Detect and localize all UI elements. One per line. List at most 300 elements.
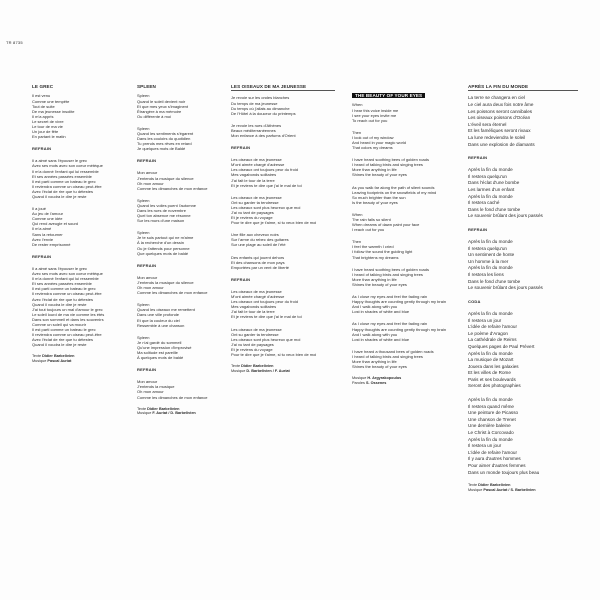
stanza [468, 167, 578, 220]
song-title: LES OISEAUX DE MA JEUNESSE [231, 84, 335, 91]
lyric-line: Il reviendra comme un oiseau peut-être [32, 291, 102, 297]
lyric-line: Comme les dimanches de mon enfance [137, 290, 208, 296]
lyric-line: I hear this voice inside me [352, 107, 399, 113]
lyric-line: Les poissons seront cannibales [468, 108, 533, 114]
lyric-line: De rester emprisonné [32, 241, 71, 247]
stanza [231, 289, 335, 320]
stanza [231, 157, 335, 188]
lyric-line: Beaux méditerranéennes [231, 127, 276, 133]
lyric-line: More than anything in life [352, 276, 397, 282]
lyric-line: La cathédrale de Reims [468, 337, 517, 343]
lyrics-column-beauty-of-your-eyes [352, 84, 456, 386]
lyric-line: I reach out for you [352, 227, 385, 233]
lyric-line: Il m'a appris [32, 113, 54, 119]
lyric-line: I feel the warmth I cried [352, 244, 394, 250]
lyric-line: The rain falls so silent [352, 217, 391, 222]
lyric-line: L'éveil sera éternel [468, 121, 507, 127]
lyric-line: When [352, 102, 363, 108]
lyric-line: Ou différente à moi [137, 113, 171, 119]
lyric-line: Oh mon amour [137, 285, 164, 291]
lyric-line: Et je reviens du voyage [231, 215, 273, 221]
lyric-line: Il restera les liens [468, 272, 504, 278]
lyric-line: Quand il voudra le dire je reste [32, 342, 87, 348]
lyric-line: Quand il voudra le dire je reste [32, 194, 87, 199]
lyric-line: I have heard soothing bees of golden roads [352, 266, 429, 272]
lyric-line: Sur une plage au soleil de l'été [231, 242, 286, 248]
lyric-line: Il est parti comme un bateau le grec [32, 327, 96, 333]
lyric-line: Il restera caché [468, 200, 500, 206]
lyric-line: Spleen [137, 125, 150, 131]
lyric-line: J'ai fait le tour de la terre [231, 309, 275, 315]
credit-role: Musique [231, 368, 246, 373]
credit-role: Musique [32, 359, 47, 364]
lyric-line: Il restera quelqu'un [468, 245, 507, 251]
lyric-line: Pour te dire que je t'aime, si tu veux bien de moi [231, 220, 317, 226]
lyric-line: Avec l'envie [32, 236, 54, 242]
lyric-line: Spleen [137, 197, 150, 203]
refrain-label: REFRAIN [137, 262, 157, 268]
lyric-line: Then [352, 129, 362, 135]
lyric-line: Et ses années passées ensemble [32, 173, 92, 179]
lyric-line: More than anything in life [352, 167, 397, 173]
lyric-line: And I walk along with you [352, 331, 398, 337]
lyric-line: I see your eyes invite me [352, 112, 397, 118]
lyrics-column-apres-la-fin-du-monde [468, 84, 578, 493]
lyric-line: Les oiseaux de ma jeunesse [231, 288, 282, 294]
stanza [352, 321, 456, 341]
stanza [231, 232, 335, 247]
stanza [468, 397, 578, 476]
song-title: APRÈS LA FIN DU MONDE [468, 84, 578, 91]
lyric-line: M'ont aimée chargé d'adresse [231, 162, 285, 168]
stanza [137, 126, 241, 151]
lyric-line: Comme une tempête [32, 98, 70, 104]
lyric-line: Comme un soleil qui va mourir [32, 321, 87, 327]
lyric-line: Et des chansons de mon pays [231, 259, 285, 265]
lyric-line: Il m'a aimé [32, 226, 52, 232]
refrain-marker [468, 299, 578, 304]
lyric-line: Après la fin du monde [468, 436, 513, 442]
lyrics-column-les-oiseaux [231, 84, 335, 374]
lyric-line: Dans une ville profonde [137, 312, 180, 318]
lyric-line: Le Christ à Corcovado [468, 430, 514, 436]
refrain-label: REFRAIN [468, 155, 488, 161]
song-credits [352, 376, 456, 386]
credit-role: Musique [468, 487, 483, 492]
lyric-line: So much brighter than the sun [352, 194, 406, 200]
lyric-line: I heard of talking birds and singing trees [352, 162, 423, 168]
lyric-line: Le secret de vivre [32, 118, 64, 124]
lyric-line: Une fille aux cheveux noirs [231, 232, 279, 238]
refrain-marker [32, 146, 136, 151]
lyric-line: Quand le soleil devient noir [137, 98, 186, 104]
lyric-line: Mes vagabonds solitaires [231, 172, 277, 178]
lyric-line: Ressemble à une chanson [137, 322, 185, 328]
lyric-line: Dans une explosion de diamants [468, 141, 535, 147]
stanza [352, 130, 456, 150]
lyric-line: Quand les sentiments s'égarent [137, 130, 194, 136]
song-credits [231, 364, 335, 374]
lyric-line: Du temps où j'allais au dimanche [231, 105, 290, 111]
lyric-line: J'ai vu tant de paysages [231, 341, 274, 347]
credit-name: H. Argyrakopoulos [367, 376, 402, 381]
lyric-line: Les oiseaux sont plus heureux que moi [231, 204, 301, 210]
lyric-line: Les oiseaux de ma jeunesse [231, 326, 282, 332]
lyric-line: Oh mon amour [137, 180, 164, 186]
stanza [231, 255, 335, 270]
refrain-marker [231, 277, 335, 282]
lyric-line: Il reviendra comme un oiseau peut-être [32, 332, 102, 338]
lyric-line: Ont su garder ta tendresse [231, 331, 279, 337]
lyric-line: Pour te dire que je t'aime, si tu veux bien de moi [231, 351, 317, 357]
lyric-line: Mon amour [137, 379, 158, 385]
credit-role: Musique [352, 376, 367, 381]
lyric-line: Mon enfance à des parfums d'Orient [231, 132, 296, 138]
credit-role: Texte [32, 354, 42, 359]
lyric-line: L'idée de refaire l'amour [468, 449, 517, 455]
lyric-line: And I walk along with you [352, 304, 398, 310]
lyric-line: Il a aimé sans l'épouser le grec [32, 265, 88, 271]
lyric-line: Après la fin du monde [468, 310, 513, 316]
lyric-line: Une peinture de Picasso [468, 410, 519, 416]
lyric-line: Et les faméliques seront rivaux [468, 128, 531, 134]
lyric-line: As I close my eyes and feel the fading rain [352, 294, 428, 300]
lyric-line: Après la fin du monde [468, 397, 513, 403]
lyric-line: Le souvenir brûlant des jours passés [468, 213, 543, 219]
lyric-line: Spleen [137, 93, 150, 99]
lyric-line: That colors my dreams [352, 145, 393, 151]
lyric-line: When dreams of dawn paint your face [352, 222, 420, 228]
refrain-label: REFRAIN [231, 145, 251, 151]
lyric-line: Quand il voudra le dire je reste [32, 301, 87, 307]
lyric-line: Le soleil lourd de ma vie comme les étés [32, 311, 105, 317]
lyric-line: Après la fin du monde [468, 265, 513, 271]
lyric-line: Et les villes de Rome [468, 370, 511, 376]
lyric-line: Une dernière baleine [468, 423, 511, 429]
lyrics-column-spleen [137, 84, 241, 416]
stanza [352, 102, 456, 122]
lyric-line: Avec l'éclat de rire que tu détestes [32, 296, 93, 302]
lyric-line: Il est venu [32, 93, 51, 99]
lyric-line: Les larmes d'un enfant [468, 187, 515, 193]
lyric-line: Spleen [137, 302, 150, 308]
stanza [352, 267, 456, 287]
lyric-line: As I close my eyes and feel the fading rain [352, 321, 428, 327]
lyric-line: Sur les murs d'une maison [137, 218, 185, 224]
lyric-line: Qu'une impression d'improvisé [137, 344, 192, 350]
lyric-line: Comme les dimanches de mon enfance [137, 185, 208, 191]
lyric-line: Il reviendra comme un oiseau peut-être [32, 183, 102, 189]
credit-name: D. Barbelivien / F. Auriat [246, 368, 290, 373]
refrain-marker [468, 155, 578, 160]
lyric-line: Il restera un jour [468, 317, 502, 323]
credit-row [468, 488, 578, 493]
lyric-line: Après la fin du monde [468, 350, 513, 356]
lyric-line: Après la fin du monde [468, 193, 513, 199]
lyric-line: Lost in shades of white and blue [352, 336, 410, 342]
lyric-line: Happy thoughts are counting gently through my brain [352, 326, 447, 332]
lyric-line: Des enfants qui jouent dehors [231, 254, 285, 260]
lyric-line: Il a aimé sans l'épouser le grec [32, 158, 88, 164]
stanza [137, 379, 241, 399]
lyric-line: I look out of my window [352, 134, 394, 140]
lyric-line: Du temps de ma jeunesse [231, 100, 278, 106]
credit-name: Pascal Auriat / S. Barbelivien [483, 487, 536, 492]
credit-row [32, 359, 136, 364]
refrain-label: CODA [468, 298, 481, 304]
refrain-label: REFRAIN [32, 253, 52, 259]
lyric-line: À quelques mots de baldé [137, 355, 184, 361]
song-title: LE GREC [32, 84, 54, 89]
lyric-line: Dans l'éclat d'une bombe [468, 180, 520, 186]
lyric-line: Dans les couloirs du quotidien [137, 136, 191, 142]
lyric-line: Il y aura d'autres hommes [468, 456, 521, 462]
lyric-line: La lune redeviendra le soleil [468, 134, 526, 140]
refrain-marker [468, 227, 578, 232]
lyric-line: And heard in your magic world [352, 139, 407, 145]
lyric-line: Les oiseaux ont toujours peur du froid [231, 167, 298, 173]
stanza [352, 239, 456, 259]
lyric-line: Il m'a donné l'enfant qui lui ressemble [32, 276, 99, 282]
lyric-line: Étrangère à ma mémoire [137, 108, 182, 114]
credit-name: F. Auriat / D. Barbelivien [152, 411, 196, 416]
lyric-line: Les oiseaux poissons d'Océan [468, 115, 531, 121]
lyric-line: I follow the sound the guiding light [352, 249, 413, 255]
stanza [137, 335, 241, 360]
lyric-line: I have heard soothing bees of golden roads [352, 157, 429, 163]
lyric-line: J'ai tout toujours un mal d'amour le grec [32, 306, 103, 312]
lyric-line: Mon amour [137, 274, 158, 280]
lyric-line: Dans son sommeil et dans les souvenirs [32, 316, 104, 322]
lyric-line: Les oiseaux sont plus heureux que moi [231, 336, 301, 342]
lyric-line: Qui rend aveugle et sourd [32, 221, 79, 227]
stanza [468, 95, 578, 148]
lyric-line: Et que mes yeux s'imaginent [137, 103, 189, 109]
lyric-line: Un jour de fête [32, 129, 59, 135]
lyric-line: Avec l'éclat de rire que tu détestes [32, 337, 93, 343]
lyric-line: Dans le fond d'une tombe [468, 206, 521, 212]
lyric-line: Sans la retourner [32, 231, 63, 237]
song-title: SPLEEN [137, 84, 156, 89]
credit-role: Texte [137, 406, 147, 411]
lyric-line: Je n'ai gardé du sommeil [137, 339, 182, 345]
lyric-line: Une chanson de Trenet [468, 416, 516, 422]
lyric-line: Je quelques mots de Baldé [137, 146, 186, 152]
lyric-line: Les oiseaux ont toujours peur du froid [231, 299, 298, 305]
lyric-line: To reach out for you [352, 117, 388, 123]
stanza [352, 212, 456, 232]
lyric-line: Happy thoughts are counting gently through my brain [352, 299, 447, 305]
lyric-line: Un sentiment de honte [468, 252, 515, 258]
stanza [231, 95, 335, 115]
lyric-line: Après la fin du monde [468, 167, 513, 173]
lyric-line: Il m'a donné l'enfant qui lui ressemble [32, 168, 99, 174]
refrain-marker [32, 254, 136, 259]
lyric-line: Quand les oiseaux me remettent [137, 307, 195, 313]
credit-row [137, 411, 241, 416]
lyric-line: J'ai fait le tour de la terre [231, 177, 275, 183]
credit-row [352, 381, 456, 386]
stanza [468, 311, 578, 390]
refrain-label: REFRAIN [231, 276, 251, 282]
lyric-line: Les oiseaux de ma jeunesse [231, 194, 282, 200]
stanza [32, 93, 136, 139]
lyric-line: I heard of talking birds and singing trees [352, 271, 423, 277]
lyric-line: J'entends la musique du silence [137, 279, 194, 285]
lyric-line: Dans les rues de novembre [137, 208, 186, 213]
lyric-line: Il restera un jour [468, 443, 502, 449]
lyric-line: Mes vagabonds solitaires [231, 304, 277, 310]
credit-name: Didier Barbelivien [478, 483, 511, 488]
lyric-line: As you walk far along the path of silent sounds [352, 184, 435, 190]
lyrics-column-le-grec [32, 84, 136, 364]
lyric-line: Avec ses mots avec son coeur métèque [32, 163, 103, 169]
lyric-line: Seront des photographies [468, 383, 521, 389]
lyric-line: Dans le fond d'une tombe [468, 278, 521, 284]
lyric-line: Je te suis partout qui ne m'aime [137, 235, 194, 241]
stanza [352, 157, 456, 177]
lyric-line: Emportées par un vent de liberté [231, 264, 290, 270]
lyric-line: Les oiseaux de ma jeunesse [231, 157, 282, 163]
lyric-line: Mon amour [137, 170, 158, 176]
stanza [137, 302, 241, 327]
credit-name: Didier Barbelivien [42, 354, 75, 359]
credit-name: Pascal Auriat [47, 359, 72, 364]
refrain-label: REFRAIN [468, 227, 488, 232]
lyric-line: Ou je t'attends pour personne [137, 245, 190, 251]
lyric-line: More than anything in life [352, 358, 397, 364]
credit-name: Didier Barbelivien [241, 364, 274, 369]
lyric-line: When [352, 211, 363, 217]
credit-role: Texte [468, 483, 478, 488]
stanza [32, 206, 136, 247]
lyric-line: Que quelques mots de baldé [137, 250, 189, 256]
lyric-line: Paris et ses boulevards [468, 376, 516, 382]
refrain-label: REFRAIN [32, 146, 52, 152]
lyric-line: Shines the beauty of your eyes [352, 364, 407, 370]
lyric-line: Et que la couleur du ciel [137, 317, 180, 323]
refrain-label: REFRAIN [137, 158, 157, 164]
lyric-line: Le tour de ma vie [32, 123, 63, 129]
catalog-number: TR 8735 [6, 40, 23, 45]
lyric-line: Then [352, 239, 362, 245]
stanza [137, 170, 241, 190]
credit-name: S. Ossenes [365, 380, 387, 385]
lyric-line: Avec ses mots avec son coeur métèque [32, 271, 103, 277]
lyric-line: Ont su garder ta tendresse [231, 199, 279, 205]
lyric-line: De ma jeunesse insolite [32, 108, 75, 114]
lyric-line: That brightens my dreams [352, 254, 399, 260]
lyric-line: Dans un monde toujours plus beau [468, 469, 540, 475]
song-credits [32, 354, 136, 364]
stanza [352, 185, 456, 205]
lyric-line: Il restera quelqu'un [468, 173, 507, 179]
lyric-line: Spleen [137, 334, 150, 340]
song-credits [137, 407, 241, 417]
song-credits [468, 483, 578, 493]
lyric-line: Il est parti comme un bateau le grec [32, 178, 96, 184]
credit-name: Didier Barbelivien [147, 406, 180, 411]
lyric-line: Shines the beauty of your eyes [352, 281, 407, 287]
lyric-line: Pour aimer d'autres femmes [468, 463, 526, 468]
refrain-marker [231, 145, 335, 150]
lyric-line: Le poème d'Aragon [468, 330, 508, 336]
lyric-line: Sur l'arme du rebec des guitares [231, 237, 289, 243]
lyric-line: Le ciel aura deux fois notre âme [468, 102, 534, 107]
song-title: THE BEAUTY OF YOUR EYES [352, 93, 425, 98]
stanza [231, 327, 335, 358]
lyric-line: I have heard a thousand bees of golden roads [352, 348, 434, 354]
lyric-line: Quel ton absence me résonne [137, 213, 191, 219]
lyric-line: Et je reviens du voyage [231, 346, 273, 352]
lyric-line: La musique de Mozart [468, 357, 514, 363]
credit-row [231, 369, 335, 374]
lyric-line: Il est parti comme un bateau le grec [32, 286, 96, 292]
lyric-line: Comme une idée [32, 216, 63, 222]
lyric-line: La terre se changera en ciel [468, 95, 525, 101]
lyric-line: Oh mon amour [137, 389, 164, 395]
lyric-line: J'ai vu tant de paysages [231, 210, 274, 215]
lyric-line: Shines the beauty of your eyes [352, 172, 407, 178]
stanza [32, 266, 136, 348]
lyric-line: I heard of talking birds and singing trees [352, 353, 423, 359]
credit-role: Texte [231, 364, 241, 369]
lyric-line: Je revoie les rues d'Athènes [231, 122, 282, 128]
lyric-line: Tout de suite [32, 103, 55, 109]
stanza [231, 123, 335, 138]
lyric-line: Il restera quand même [468, 403, 514, 409]
lyric-line: Jouera dans les galaxies [468, 363, 519, 369]
lyric-line: Avec l'éclat de rire que tu détestes [32, 188, 93, 194]
lyric-line: Et ses années passées ensemble [32, 281, 92, 287]
lyric-line: Leaving footprints on the snowfields of my mind [352, 189, 437, 195]
stanza [32, 158, 136, 199]
stanza [137, 230, 241, 255]
stanza [137, 93, 241, 118]
lyric-line: De l'Hôtel à la douceur du printemps [231, 110, 296, 116]
stanza [231, 195, 335, 226]
lyric-line: L'idée de refaire l'amour [468, 324, 517, 330]
refrain-marker [137, 158, 241, 163]
lyric-line: En partant le matin [32, 134, 66, 140]
lyric-line: Lost in shades of white and blue [352, 309, 410, 315]
lyric-line: Le souvenir brûlant des jours passés [468, 285, 543, 291]
lyric-line: Quand les voiles puent l'automne [137, 202, 197, 208]
refrain-label: REFRAIN [137, 367, 157, 373]
lyric-line: Et je reviens te dire que j'ai le mal de toi [231, 182, 302, 188]
stanza [137, 275, 241, 295]
lyric-line: Comme les dimanches de mon enfance [137, 394, 208, 400]
refrain-marker [137, 263, 241, 268]
stanza [352, 294, 456, 314]
lyric-line: Je revoie sur les ondes blanches [231, 95, 290, 101]
lyric-line: M'ont aimée chargé d'adresse [231, 294, 285, 300]
stanza [352, 349, 456, 369]
lyric-line: À la recherche d'un dessin [137, 240, 185, 246]
credit-role: Paroles [352, 380, 365, 385]
refrain-marker [137, 367, 241, 372]
lyric-line: J'entends la musique du silence [137, 175, 194, 181]
lyric-line: Tu prends mes rêves en retard [137, 141, 192, 147]
lyric-line: J'entends la musique [137, 384, 175, 390]
lyric-line: Après la fin du monde [468, 239, 513, 245]
lyric-line: Et je reviens te dire que j'ai le mal de toi [231, 314, 302, 320]
lyric-line: Il a joué [32, 206, 47, 212]
lyric-line: Quelques pages de Paul Prévert [468, 343, 535, 349]
lyric-line: Ma solitude est pareille [137, 349, 178, 355]
stanza [468, 239, 578, 292]
lyric-line: Au jeu de l'amour [32, 211, 64, 217]
